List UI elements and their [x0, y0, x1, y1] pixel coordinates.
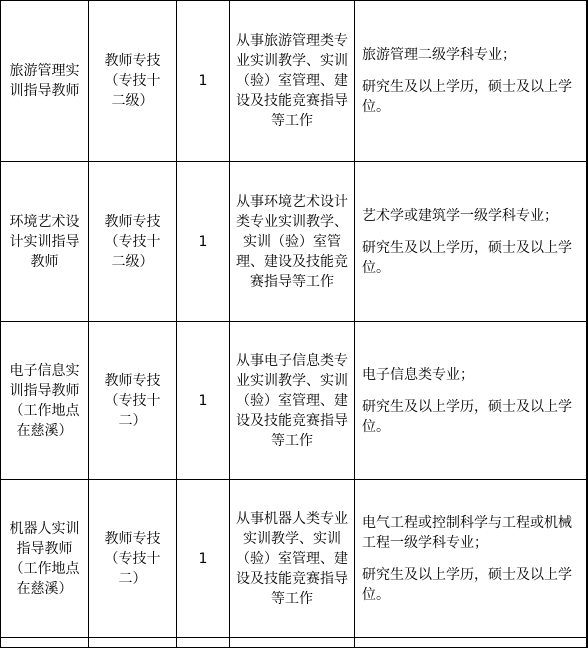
position-cell: 环境艺术设计实训指导教师	[1, 162, 89, 322]
title-cell: 教师专技（专技十二）	[89, 480, 177, 638]
degree-requirement: 研究生及以上学历，硕士及以上学位。	[362, 79, 572, 115]
duty-cell: 从事电子信息类专业实训教学、实训（验）室管理、建设及技能竞赛指导等工作	[230, 322, 355, 480]
requirement-cell	[355, 1, 587, 162]
table-row	[1, 1, 588, 162]
table-row	[1, 638, 588, 648]
requirement-cell	[355, 162, 587, 322]
major-requirement: 电气工程或控制科学与工程或机械工程一级学科专业；	[362, 514, 572, 551]
major-requirement: 艺术学或建筑学一级学科专业；	[362, 207, 558, 224]
overflow-cell	[587, 1, 588, 162]
duty-cell: 从事机器人类专业实训教学、实训（验）室管理、建设及技能竞赛指导等工作	[230, 480, 355, 638]
duty-cell: 从事环境艺术设计类专业实训教学、实训（验）室管理、建设及技能竞赛指导等工作	[230, 162, 355, 322]
count-cell: 1	[177, 162, 230, 322]
title-cell: 教师专技（专技十二）	[89, 322, 177, 480]
position-cell: 机器人实训指导教师（工作地点在慈溪）	[1, 480, 89, 638]
count-cell: 1	[177, 480, 230, 638]
position-cell: 电子信息实训指导教师（工作地点在慈溪）	[1, 322, 89, 480]
title-cell: 教师专技（专技十二级）	[89, 162, 177, 322]
count-cell: 1	[177, 322, 230, 480]
position-cell: 旅游管理实训指导教师	[1, 1, 89, 162]
overflow-cell	[587, 162, 588, 322]
table-row	[1, 162, 588, 322]
degree-requirement: 研究生及以上学历，硕士及以上学位。	[362, 398, 572, 435]
title-cell: 教师专技（专技十二级）	[89, 1, 177, 162]
overflow-cell	[587, 480, 588, 638]
duty-cell: 从事旅游管理类专业实训教学、实训（验）室管理、建设及技能竞赛指导等工作	[230, 1, 355, 162]
major-requirement: 电子信息类专业；	[362, 366, 474, 383]
major-requirement: 旅游管理二级学科专业；	[362, 47, 516, 63]
requirement-cell	[355, 480, 587, 638]
table-row	[1, 480, 588, 638]
count-cell: 1	[177, 1, 230, 162]
requirement-cell	[355, 322, 587, 480]
degree-requirement: 研究生及以上学历，硕士及以上学位。	[362, 239, 572, 276]
degree-requirement: 研究生及以上学历，硕士及以上学位。	[362, 566, 572, 603]
overflow-cell	[587, 322, 588, 480]
table-row	[1, 322, 588, 480]
